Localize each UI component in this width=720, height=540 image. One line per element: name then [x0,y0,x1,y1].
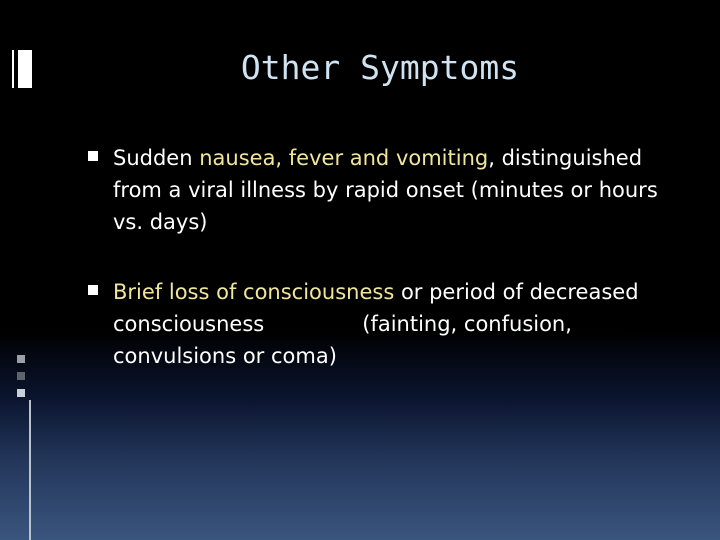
highlight-text: Brief loss of consciousness [113,280,395,304]
decorative-line [29,400,31,540]
square-bullet-icon [88,285,98,295]
bullet-text: or period of decreased consciousness [113,280,639,336]
square-bullet-icon [88,151,98,161]
bullet-text: (fainting, confusion, convulsions or coma) [113,312,572,368]
bullet-item [88,276,668,372]
slide-title: Other Symptoms [240,48,520,87]
bullet-list [88,142,668,410]
decorative-square [17,355,25,363]
bullet-text: , distinguished from a viral illness by rapid onset (minutes or hours vs. days) [113,146,658,234]
decorative-bar [18,50,32,88]
highlight-text: nausea, fever and vomiting [199,146,489,170]
decorative-bar [0,50,14,88]
bullet-text: Sudden [113,146,200,170]
decorative-square [17,389,25,397]
decorative-square [17,372,25,380]
bullet-item [88,142,668,238]
